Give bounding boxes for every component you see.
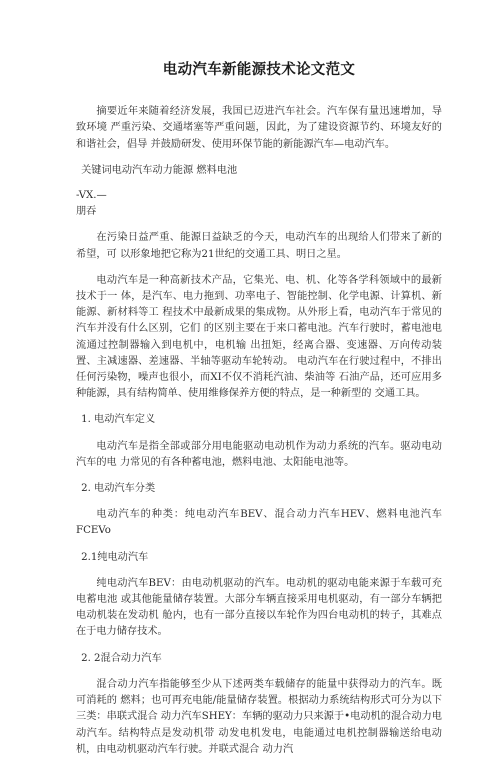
- section-body: 电动汽车是指全部或部分用电能驱动电动机作为动力系统的汽车。驱动电动汽车的电 力常见的有各种蓄电池，燃料电池、太阳能电池等。: [76, 440, 442, 468]
- section-heading: 1. 电动汽车定义: [81, 414, 156, 426]
- code-line: -VX.—: [76, 190, 107, 202]
- section-body: 纯电动汽车BEV：由电动机驱动的汽车。电动机的驱动电能来源于车载可充电蓄电池 或其他能量储存装置。大部分车辆直接采用电机驱动，有一部分车辆把电动机装在发动机 舱内，也有一部分直接以车轮作为四台电动机的转子，其难点在于电力储存技术。: [76, 577, 442, 638]
- body-paragraph: 在污染日益严重、能源日益缺乏的今天，电动汽车的出现给人们带来了新的希望，可 以形象地把它称为21世纪的交通工具、明日之星。: [76, 232, 442, 260]
- intro-word: 朋吞: [76, 206, 97, 218]
- section-heading: 2.1纯电动汽车: [81, 551, 149, 563]
- section-heading: 2. 2混合动力汽车: [81, 652, 162, 664]
- abstract-paragraph: 摘要近年来随着经济发展，我国已迈进汽车社会。汽车保有量迅速增加，导致环境 严重污染、交通堵塞等严重问题，因此，为了建设资源节约、环境友好的和谐社会，倡导 并鼓励研发、使用环保节能的新能源汽车—电动汽车。: [76, 106, 442, 150]
- body-paragraph: 电动汽车是一种高新技术产品，它集光、电、机、化等各学科领域中的最新技术于一 体，是汽车、电力拖到、功率电子、智能控制、化学电源、计算机、新能源、新材料等工 程技术中最新成果的集成物。从外形上看，电动汽车于常见的汽车并没有什么区别，它们 的区别主要在于来口蓄电池。汽车行驶时，蓄电池电流通过控制器输入到电机中，电机输 出扭矩，经离合器、变速器、万向传动装置、主减速器、差速器、半轴等驱动车轮转动。 电动汽车在行驶过程中，不排出任何污染物，噪声也很小，而XI不仅不消耗汽油、柴油等 石油产品，还可应用多种能源，具有结构简单、使用维修保养方便的特点，是一种新型的 交通工具。: [76, 274, 442, 400]
- document-title: 电动汽车新能源技术论文范文: [162, 62, 356, 78]
- section-body: 混合动力汽车指能够至少从下述两类车载储存的能量中获得动力的汽车。既可消耗的 燃料；也可再充电能/能量储存装置。根据动力系统结构形式可分为以下三类：串联式混合 动力汽车SHEY：车辆的驱动力只来源于•电动机的混合动力电动汽车。结构特点是发动机带 动发电机发电，电能通过电机控制器输送给电动机，由电动机驱动汽车行驶。并联式混合 动力汽: [76, 678, 442, 755]
- section-body: 电动汽车的种类：纯电动汽车BEV、混合动力汽车HEV、燃料电池汽车FCEVo: [76, 509, 442, 537]
- keywords-line: 关键词电动汽车动力能源 燃料电池: [81, 164, 238, 176]
- section-heading: 2. 电动汽车分类: [81, 483, 156, 495]
